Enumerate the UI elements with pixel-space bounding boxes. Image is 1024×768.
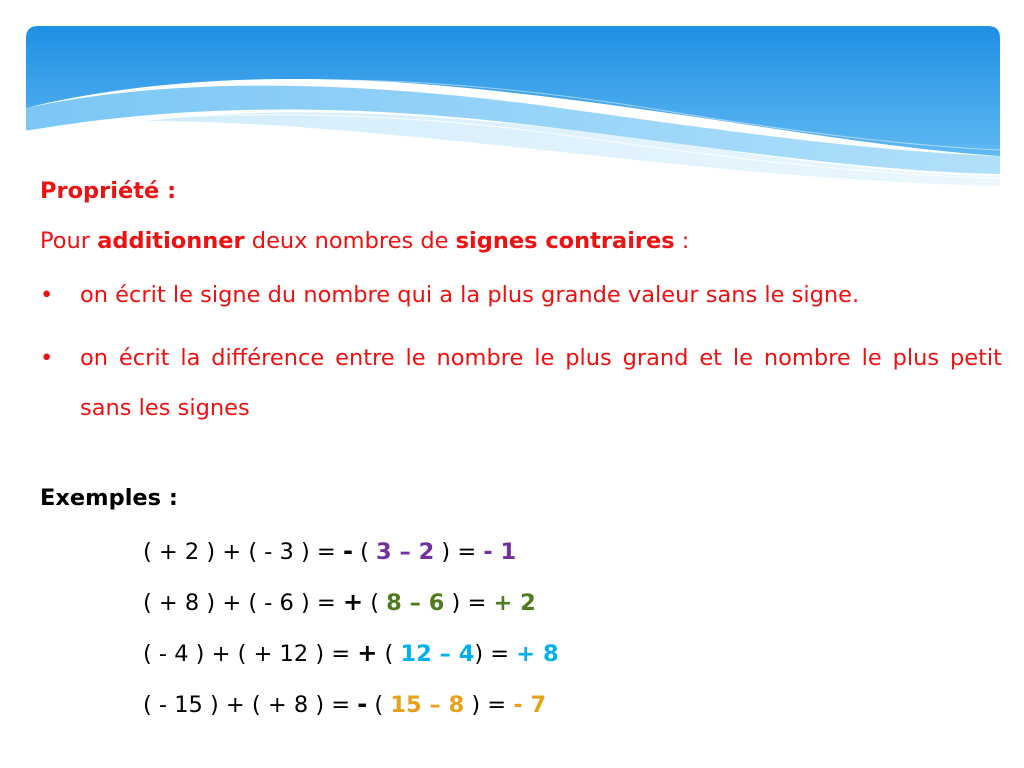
rule-bullet-2 [40,333,1002,433]
equation-result: - 1 [483,539,517,565]
example-equation-1 [143,537,516,565]
result-sign: - [342,537,353,565]
minus-operator: – [401,590,429,616]
example-equation-4 [143,690,546,718]
bullet-icon: • [40,282,54,308]
smaller-value: 6 [428,590,445,616]
intro-text-middle: deux nombres de [244,228,456,254]
larger-value: 8 [386,590,402,616]
open-paren: ( [377,641,401,667]
minus-operator: – [391,539,419,565]
larger-value: 15 [390,692,422,718]
open-paren: ( [363,590,387,616]
open-paren: ( [367,692,391,718]
minus-operator: – [431,641,459,667]
result-sign: - [357,690,368,718]
equation-result: + 2 [493,590,536,616]
intro-text-end: : [674,228,690,254]
close-paren: ) = [464,692,514,718]
bullet-icon: • [40,345,54,371]
open-paren: ( [352,539,377,565]
close-paren: ) = [444,590,494,616]
equation-result: - 7 [513,692,547,718]
result-sign: + [357,639,378,667]
equation-lhs: ( - 4 ) + ( + 12 ) = [143,641,358,667]
equation-lhs: ( - 15 ) + ( + 8 ) = [143,692,358,718]
wave-banner [26,26,1000,186]
rule-text-2: on écrit la différence entre le nombre le plus grand et le nombre le plus petit sans les signes [80,345,1002,421]
smaller-value: 8 [448,692,465,718]
property-intro [40,228,689,254]
equation-lhs: ( + 2 ) + ( - 3 ) = [143,539,343,565]
close-paren: ) = [434,539,484,565]
example-equation-2 [143,588,536,616]
examples-heading: Exemples : [40,485,178,511]
intro-text-start: Pour [40,228,98,254]
rule-text-1: on écrit le signe du nombre qui a la plus grande valeur sans le signe. [80,282,860,308]
equation-result: + 8 [516,641,559,667]
smaller-value: 2 [418,539,435,565]
equation-lhs: ( + 8 ) + ( - 6 ) = [143,590,343,616]
intro-keyword-signes-contraires: signes contraires [455,228,675,254]
intro-keyword-additionner: additionner [97,228,245,254]
close-paren: ) = [474,641,517,667]
example-equation-3 [143,639,559,667]
minus-operator: – [421,692,449,718]
result-sign: + [342,588,364,616]
larger-value: 12 [400,641,432,667]
larger-value: 3 [376,539,392,565]
smaller-value: 4 [458,641,475,667]
property-heading: Propriété : [40,178,177,204]
